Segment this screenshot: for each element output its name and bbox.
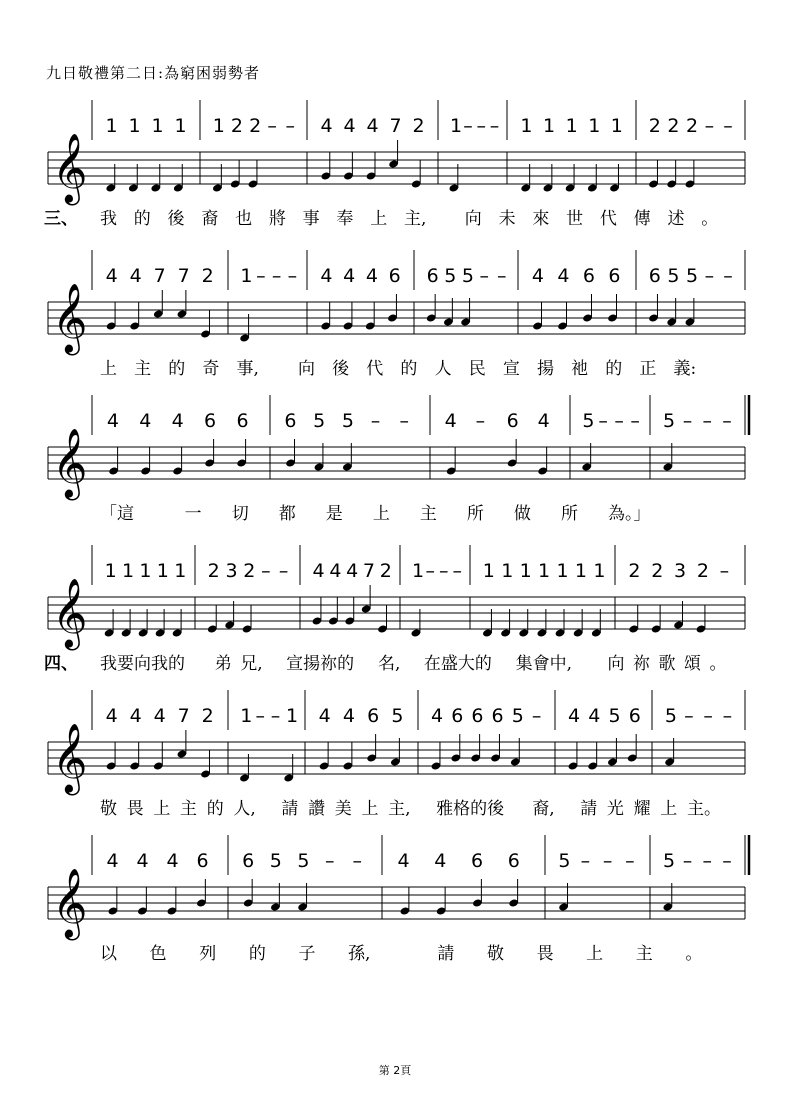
jianpu-note: 1 [104, 560, 117, 582]
jianpu-note: 3 [674, 560, 687, 582]
system-2 [48, 250, 745, 379]
jianpu-note: – [602, 850, 613, 872]
lyric-syllable: 裔 [201, 209, 219, 229]
lyric-syllable: 主, [388, 799, 411, 819]
jianpu-note: 6 [426, 265, 439, 287]
lyric-syllable: 後 [332, 359, 350, 379]
jianpu-note: – [352, 850, 363, 872]
lyric-syllable: 在盛大的 [423, 654, 492, 674]
system-6 [48, 835, 749, 964]
lyric-syllable: 主 [635, 944, 653, 964]
jianpu-note: 2 [651, 560, 664, 582]
lyric-syllable: 上 [100, 359, 117, 379]
jianpu-note: 4 [366, 115, 379, 137]
jianpu-note: – [267, 115, 277, 137]
lyric-syllable: 雅格的後 [436, 799, 505, 819]
lyric-syllable: 述 [667, 209, 685, 229]
jianpu-note: – [270, 705, 281, 727]
staff [48, 578, 745, 650]
jianpu-note: – [256, 265, 266, 287]
treble-clef-icon: 𝄞 [52, 428, 88, 498]
jianpu-note: 4 [318, 705, 331, 727]
treble-clef-icon: 𝄞 [52, 723, 88, 793]
jianpu-note: 6 [628, 705, 641, 727]
lyric-syllable: 所 [560, 504, 578, 524]
jianpu-note: – [452, 560, 463, 582]
lyric-syllable: 讚 [308, 799, 326, 819]
jianpu-note: 4 [106, 410, 119, 432]
lyric-syllable: 主 [134, 359, 152, 379]
jianpu-note: 1 [139, 560, 152, 582]
lyric-syllable: 裔, [532, 799, 555, 819]
system-5 [48, 690, 745, 819]
jianpu-note: 4 [166, 850, 179, 872]
jianpu-note: 1 [240, 705, 253, 727]
lyric-syllable: 祂 [571, 359, 589, 379]
jianpu-note: – [723, 265, 733, 287]
jianpu-note: 1 [128, 115, 141, 137]
jianpu-note: 1 [542, 115, 556, 137]
lyric-syllable: 民 [468, 359, 486, 379]
jianpu-note: 6 [648, 265, 661, 287]
jianpu-note: – [476, 115, 486, 137]
staff [48, 868, 745, 940]
jianpu-note: 2 [696, 560, 709, 582]
lyric-syllable: 未 [498, 209, 516, 229]
jianpu-note: 4 [320, 265, 333, 287]
lyric-syllable: 傳 [633, 209, 651, 229]
jianpu-note: 4 [343, 265, 356, 287]
jianpu-note: – [475, 410, 486, 432]
lyric-syllable: 請 [281, 799, 299, 819]
lyric-syllable: 名, [377, 654, 401, 674]
jianpu-note: 5 [558, 850, 571, 872]
jianpu-note: 4 [343, 115, 356, 137]
lyric-syllable: 的 [168, 359, 186, 379]
jianpu-note: 1 [412, 560, 425, 582]
lyric-syllable: 為。」 [608, 504, 651, 524]
jianpu-note: 4 [342, 705, 355, 727]
lyric-syllable: 向 [607, 654, 625, 674]
lyric-syllable: 光 [606, 799, 624, 819]
lyric-syllable: 代 [366, 359, 384, 379]
jianpu-note: 4 [129, 265, 142, 287]
jianpu-note: 1 [574, 560, 588, 582]
jianpu-note: 1 [501, 560, 514, 582]
lyric-syllable: 。 [685, 944, 703, 964]
lyric-syllable: 都 [278, 504, 296, 524]
lyric-syllable: 弟 [214, 654, 232, 674]
lyric-syllable: 的 [133, 209, 151, 229]
jianpu-note: – [702, 850, 712, 872]
jianpu-note: 6 [388, 265, 401, 287]
jianpu-note: 5 [313, 410, 326, 432]
jianpu-note: 4 [444, 410, 457, 432]
jianpu-note: 6 [608, 265, 621, 287]
jianpu-note: 1 [174, 115, 187, 137]
jianpu-note: 2 [667, 115, 680, 137]
jianpu-note: – [722, 410, 732, 432]
jianpu-note: 4 [105, 705, 118, 727]
lyric-syllable: 上 [586, 944, 604, 964]
lyric-syllable: 。 [701, 209, 719, 229]
jianpu-note: 1 [520, 115, 533, 137]
lyric-syllable: 上 [153, 799, 171, 819]
jianpu-note: 6 [284, 410, 297, 432]
lyric-syllable: 我要向我的 [100, 654, 185, 674]
jianpu-note: – [722, 850, 732, 872]
lyric-syllable: 列 [199, 944, 217, 964]
jianpu-note: 2 [243, 560, 256, 582]
lyric-syllable: 我 [100, 209, 117, 229]
jianpu-note: – [580, 850, 591, 872]
lyric-syllable: 主, [403, 209, 427, 229]
lyric-syllable: 也 [235, 209, 253, 229]
lyric-syllable: 的 [605, 359, 623, 379]
lyric-syllable: 後 [167, 209, 185, 229]
jianpu-note: 5 [664, 705, 677, 727]
lyric-syllable: 集會中, [515, 654, 573, 674]
lyric-syllable: 事, [236, 359, 259, 379]
lyric-syllable: 主 [419, 504, 437, 524]
jianpu-note: 2 [685, 115, 699, 137]
verse-label: 三、 [44, 209, 78, 229]
jianpu-note: 1 [212, 115, 225, 137]
jianpu-note: 4 [153, 705, 166, 727]
jianpu-note: – [684, 705, 694, 727]
jianpu-note: – [704, 115, 715, 137]
jianpu-note: – [682, 850, 693, 872]
lyric-syllable: 敬 [100, 799, 117, 819]
lyric-syllable: 人 [434, 359, 452, 379]
treble-clef-icon: 𝄞 [52, 868, 88, 938]
lyric-syllable: 耀 [633, 799, 651, 819]
jianpu-note: 5 [341, 410, 355, 432]
lyric-syllable: 歌 [658, 654, 676, 674]
jianpu-note: 7 [362, 560, 376, 582]
jianpu-note: 4 [434, 850, 447, 872]
jianpu-note: 7 [389, 115, 402, 137]
lyric-syllable: 所 [466, 504, 484, 524]
jianpu-note: 6 [471, 705, 484, 727]
jianpu-note: 2 [379, 560, 392, 582]
jianpu-note: 1 [174, 560, 187, 582]
jianpu-note: 5 [297, 850, 310, 872]
jianpu-note: 5 [662, 410, 676, 432]
jianpu-note: 4 [312, 560, 325, 582]
jianpu-note: 5 [662, 850, 676, 872]
lyric-syllable: 「這 [100, 504, 134, 524]
jianpu-note: 1 [519, 560, 532, 582]
jianpu-note: 4 [365, 265, 379, 287]
jianpu-note: – [630, 410, 640, 432]
lyric-syllable: 做 [513, 504, 531, 524]
lyric-syllable: 世 [566, 209, 584, 229]
jianpu-note: 1 [156, 560, 169, 582]
jianpu-note: – [370, 410, 381, 432]
jianpu-note: 1 [588, 115, 601, 137]
jianpu-note: 6 [236, 410, 249, 432]
treble-clef-icon: 𝄞 [52, 283, 88, 353]
staff [48, 723, 745, 795]
jianpu-note: – [598, 410, 608, 432]
lyric-syllable: 色 [149, 944, 167, 964]
lyric-syllable: 奇 [202, 359, 220, 379]
jianpu-note: 6 [471, 850, 484, 872]
treble-clef-icon: 𝄞 [52, 133, 88, 203]
lyric-syllable: 祢 [632, 654, 650, 674]
lyric-syllable: 是 [325, 504, 343, 524]
jianpu-note: 3 [225, 560, 238, 582]
lyric-syllable: 代 [599, 209, 617, 229]
jianpu-note: – [463, 115, 473, 137]
jianpu-note: – [399, 410, 410, 432]
jianpu-note: – [271, 265, 282, 287]
lyric-syllable: 揚 [536, 359, 554, 379]
jianpu-note: 2 [201, 265, 214, 287]
jianpu-note: 6 [506, 410, 519, 432]
jianpu-note: 5 [391, 705, 404, 727]
jianpu-note: 6 [507, 850, 520, 872]
jianpu-note: 4 [105, 265, 118, 287]
jianpu-note: 1 [565, 115, 578, 137]
jianpu-note: – [261, 560, 271, 582]
staff [48, 428, 745, 500]
jianpu-note: 1 [122, 560, 135, 582]
jianpu-note: – [682, 410, 693, 432]
jianpu-note: – [425, 560, 436, 582]
lyric-syllable: 主。 [686, 799, 721, 819]
jianpu-note: – [497, 265, 507, 287]
lyric-syllable: 一 [184, 504, 202, 524]
system-1 [44, 100, 745, 229]
jianpu-note: 1 [482, 560, 495, 582]
lyric-syllable: 的 [400, 359, 418, 379]
jianpu-note: 2 [412, 115, 425, 137]
jianpu-note: 4 [346, 560, 359, 582]
lyric-syllable: 正 [639, 359, 657, 379]
jianpu-note: – [255, 705, 266, 727]
jianpu-note: 5 [461, 265, 474, 287]
jianpu-note: 1 [151, 115, 164, 137]
jianpu-note: 4 [320, 115, 333, 137]
jianpu-note: 4 [568, 705, 581, 727]
jianpu-note: 1 [593, 560, 606, 582]
jianpu-note: 5 [667, 265, 680, 287]
jianpu-note: – [703, 705, 713, 727]
lyric-syllable: 敬 [486, 944, 504, 964]
lyric-syllable: 的 [206, 799, 224, 819]
lyric-syllable: 向 [298, 359, 316, 379]
jianpu-note: – [719, 560, 730, 582]
jianpu-note: – [722, 705, 733, 727]
jianpu-note: – [285, 115, 296, 137]
jianpu-note: – [702, 410, 712, 432]
jianpu-note: – [278, 560, 289, 582]
lyric-syllable: 請 [437, 944, 455, 964]
jianpu-note: 2 [249, 115, 262, 137]
lyric-syllable: 主 [180, 799, 198, 819]
jianpu-note: 4 [129, 705, 142, 727]
jianpu-note: 6 [367, 705, 380, 727]
jianpu-note: 1 [449, 115, 463, 137]
jianpu-note: 7 [177, 705, 190, 727]
jianpu-note: 6 [242, 850, 255, 872]
jianpu-note: 4 [588, 705, 601, 727]
jianpu-note: – [479, 265, 489, 287]
jianpu-note: 4 [397, 850, 410, 872]
jianpu-note: 6 [204, 410, 217, 432]
lyric-syllable: 美 [334, 799, 352, 819]
jianpu-note: 1 [610, 115, 623, 137]
jianpu-note: 4 [171, 410, 184, 432]
jianpu-note: 1 [240, 265, 253, 287]
jianpu-note: 4 [537, 410, 550, 432]
lyric-syllable: 向 [464, 209, 482, 229]
jianpu-note: 7 [177, 265, 190, 287]
jianpu-note: – [723, 115, 733, 137]
staff [48, 133, 745, 205]
treble-clef-icon: 𝄞 [52, 578, 88, 648]
jianpu-note: 1 [556, 560, 569, 582]
jianpu-note: 5 [269, 850, 282, 872]
jianpu-note: 4 [136, 850, 149, 872]
jianpu-note: – [531, 705, 542, 727]
lyric-syllable: 奉 [336, 209, 354, 229]
jianpu-note: – [489, 115, 500, 137]
jianpu-note: 4 [329, 560, 342, 582]
lyric-syllable: 以 [100, 944, 117, 964]
jianpu-note: 4 [531, 265, 544, 287]
lyric-syllable: 事 [302, 209, 320, 229]
lyric-syllable: 子 [298, 944, 316, 964]
jianpu-note: – [439, 560, 449, 582]
lyric-syllable: 將 [268, 209, 286, 229]
jianpu-note: 2 [201, 705, 214, 727]
lyric-syllable: 上 [370, 209, 388, 229]
lyric-syllable: 義: [673, 359, 697, 379]
jianpu-note: 7 [153, 265, 166, 287]
jianpu-note: 4 [431, 705, 444, 727]
lyric-syllable: 頌 [683, 654, 701, 674]
jianpu-note: 6 [491, 705, 504, 727]
lyric-syllable: 上 [372, 504, 390, 524]
jianpu-note: 2 [230, 115, 244, 137]
jianpu-note: 6 [451, 705, 464, 727]
jianpu-note: 4 [139, 410, 152, 432]
system-4 [44, 545, 745, 674]
lyric-syllable: 人, [233, 799, 256, 819]
jianpu-note: 5 [685, 265, 699, 287]
jianpu-note: 5 [582, 410, 595, 432]
lyric-syllable: 的 [248, 944, 266, 964]
jianpu-note: – [287, 265, 298, 287]
jianpu-note: – [704, 265, 715, 287]
staff [48, 283, 745, 355]
lyric-syllable: 畏 [536, 944, 554, 964]
jianpu-note: 1 [105, 115, 118, 137]
lyric-syllable: 切 [231, 504, 249, 524]
lyric-syllable: 上 [361, 799, 379, 819]
system-3 [48, 395, 749, 524]
jianpu-note: 2 [628, 560, 641, 582]
lyric-syllable: 兄, [240, 654, 263, 674]
lyric-syllable: 上 [660, 799, 678, 819]
verse-label: 四、 [44, 654, 78, 674]
jianpu-note: – [324, 850, 335, 872]
jianpu-note: 5 [444, 265, 457, 287]
lyric-syllable: 宣揚祢的 [286, 654, 355, 674]
page-title: 九日敬禮第二日:為窮困弱勢者 [46, 64, 261, 82]
jianpu-note: – [614, 410, 624, 432]
jianpu-note: 6 [196, 850, 209, 872]
jianpu-note: 5 [608, 705, 621, 727]
jianpu-note: 6 [582, 265, 595, 287]
jianpu-note: 1 [286, 705, 299, 727]
lyric-syllable: 宣 [502, 359, 520, 379]
jianpu-note: 2 [207, 560, 220, 582]
lyric-syllable: 。 [709, 654, 727, 674]
jianpu-note: 4 [557, 265, 570, 287]
jianpu-note: 4 [106, 850, 119, 872]
jianpu-note: 2 [648, 115, 661, 137]
page-number: 第 2頁 [378, 1064, 412, 1077]
lyric-syllable: 請 [580, 799, 598, 819]
lyric-syllable: 畏 [126, 799, 144, 819]
lyric-syllable: 來 [532, 209, 550, 229]
jianpu-note: 1 [538, 560, 551, 582]
jianpu-note: – [625, 850, 635, 872]
jianpu-note: 5 [511, 705, 524, 727]
lyric-syllable: 孫, [348, 944, 371, 964]
